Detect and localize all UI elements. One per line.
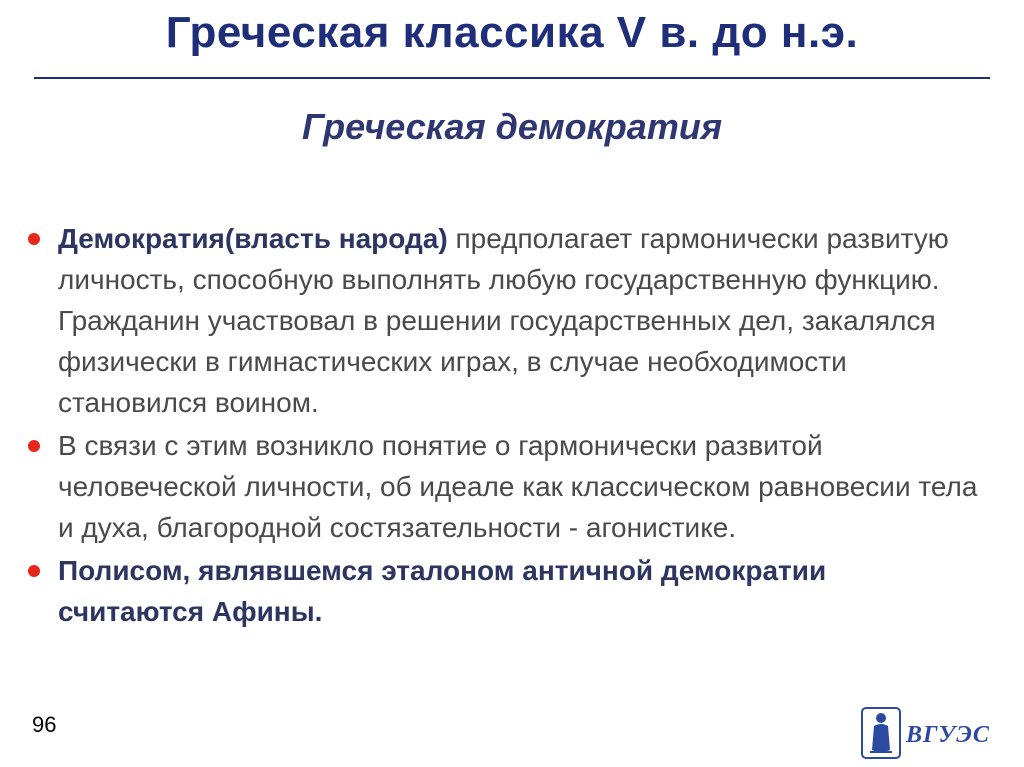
red-dot-icon bbox=[28, 440, 40, 452]
university-emblem-icon bbox=[860, 706, 902, 760]
red-dot-icon bbox=[28, 233, 40, 245]
title-divider bbox=[34, 77, 990, 79]
logo-text: ВГУЭС bbox=[906, 722, 990, 748]
bullet-item bbox=[28, 218, 978, 423]
bullet-item bbox=[28, 425, 978, 548]
bullet-text: предполагает гармонически развитую личность, способную выполнять любую государственную функцию. Гражданин участвовал в решении государственных дел, закалялся физически в гимнастических играх, в случае необходимости становился воином. bbox=[58, 223, 949, 418]
slide-title: Греческая классика V в. до н.э. bbox=[165, 8, 859, 57]
university-logo bbox=[860, 706, 1000, 760]
bullet-text: В связи с этим возникло понятие о гармонически развитой человеческой личности, об идеале как классическом равновесии тела и духа, благородной состязательности - агонистике. bbox=[58, 430, 978, 543]
bullet-bold-text: Полисом, являвшемся эталоном античной демократии считаются Афины. bbox=[58, 555, 827, 627]
slide-subtitle: Греческая демократия bbox=[301, 106, 723, 147]
bullet-item bbox=[28, 550, 978, 632]
bullet-list bbox=[28, 218, 978, 634]
bullet-bold-text: Демократия(власть народа) bbox=[58, 223, 448, 254]
page-number: 96 bbox=[32, 712, 57, 737]
red-dot-icon bbox=[28, 565, 40, 577]
